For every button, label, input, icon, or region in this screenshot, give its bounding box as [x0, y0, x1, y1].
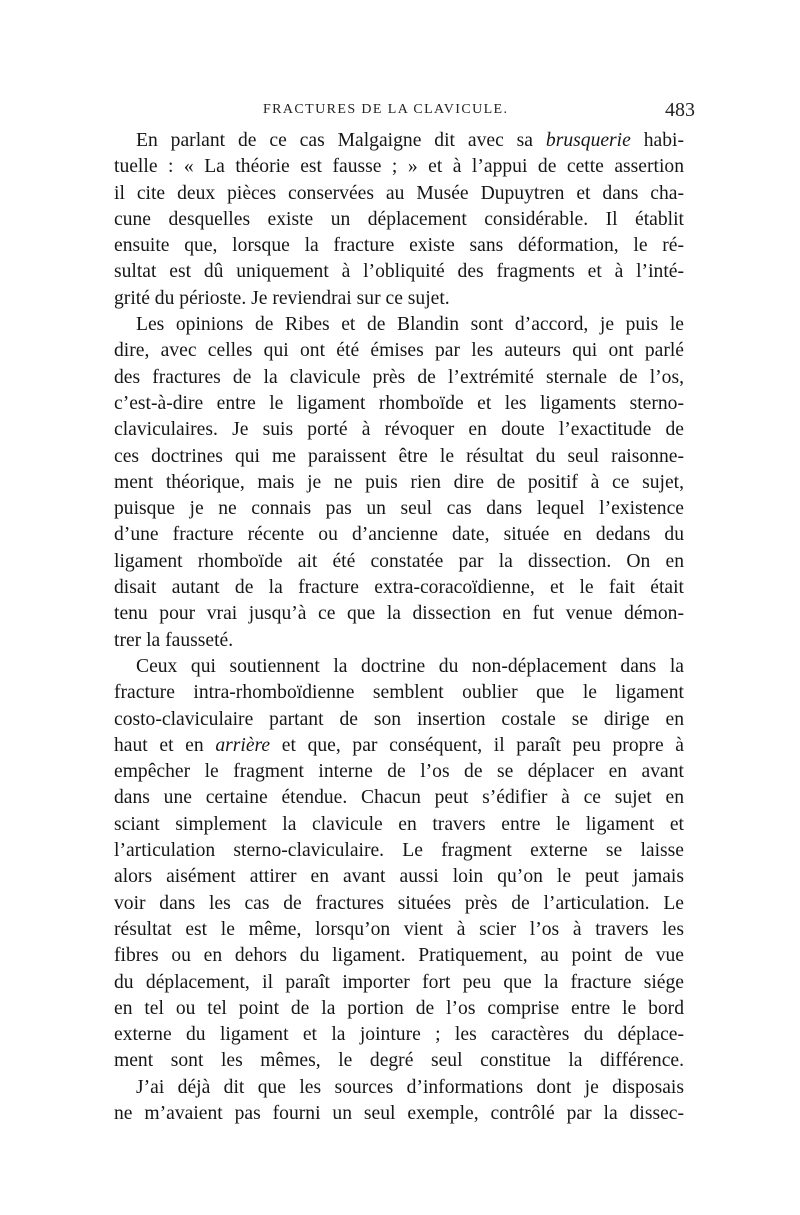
text-line: ment théorique, mais je ne puis rien dire de positif à ce sujet, — [114, 471, 684, 493]
text-line: sultat est dû uniquement à l’obliquité des fragments et à l’inté- — [114, 261, 684, 283]
text-line: tenu pour vrai jusqu’à ce que la dissection en fut venue démon- — [114, 603, 684, 625]
text-line: dire, avec celles qui ont été émises par les auteurs qui ont parlé — [114, 340, 684, 362]
text-line: résultat est le même, lorsqu’on vient à scier l’os à travers les — [114, 918, 684, 940]
text-line: ces doctrines qui me paraissent être le résultat du seul raisonne- — [114, 445, 684, 467]
text-line: c’est-à-dire entre le ligament rhomboïde et les ligaments sterno- — [114, 392, 684, 414]
text-line: Ceux qui soutiennent la doctrine du non-déplacement dans la — [136, 655, 684, 677]
body-text — [114, 128, 684, 1127]
text-line: ment sont les mêmes, le degré seul constitue la différence. — [114, 1050, 684, 1072]
text-line: en tel ou tel point de la portion de l’os comprise entre le bord — [114, 997, 684, 1019]
text-line: cune desquelles existe un déplacement considérable. Il établit — [114, 208, 684, 230]
text-line: ne m’avaient pas fourni un seul exemple, contrôlé par la dissec- — [114, 1102, 684, 1124]
text-line: dans une certaine étendue. Chacun peut s’édifier à ce sujet en — [114, 787, 684, 809]
text-line: du déplacement, il paraît importer fort peu que la fracture siége — [114, 971, 684, 993]
text-line: alors aisément attirer en avant aussi loin qu’on le peut jamais — [114, 866, 684, 888]
text-line: J’ai déjà dit que les sources d’informations dont je disposais — [136, 1076, 684, 1098]
text-line: claviculaires. Je suis porté à révoquer en doute l’exactitude de — [114, 419, 684, 441]
italic-word: arrière — [215, 734, 271, 756]
text-line: trer la fausseté. — [114, 629, 234, 651]
page-number: 483 — [665, 99, 695, 121]
text-line: haut et en arrière et que, par conséquent, il paraît peu propre à — [114, 734, 684, 756]
text-line: tuelle : « La théorie est fausse ; » et à l’appui de cette assertion — [114, 156, 684, 178]
text-line: ensuite que, lorsque la fracture existe sans déformation, le ré- — [114, 235, 684, 257]
text-line: grité du périoste. Je reviendrai sur ce sujet. — [114, 287, 450, 309]
text-line: Les opinions de Ribes et de Blandin sont d’accord, je puis le — [136, 314, 684, 336]
text-line: puisque je ne connais pas un seul cas dans lequel l’existence — [114, 498, 684, 520]
text-line: voir dans les cas de fractures situées près de l’articulation. Le — [114, 892, 684, 914]
italic-word: brusquerie — [545, 130, 631, 151]
text-line: En parlant de ce cas Malgaigne dit avec sa brusquerie habi- — [136, 130, 684, 151]
text-line: fracture intra-rhomboïdienne semblent oublier que le ligament — [114, 682, 684, 704]
running-title: FRACTURES DE LA CLAVICULE. — [263, 102, 509, 117]
text-line: ligament rhomboïde ait été constatée par la dissection. On en — [114, 550, 684, 572]
text-line: empêcher le fragment interne de l’os de se déplacer en avant — [114, 761, 684, 783]
text-line: costo-claviculaire partant de son insertion costale se dirige en — [114, 708, 684, 730]
text-line: sciant simplement la clavicule en travers entre le ligament et — [114, 813, 684, 835]
text-line: disait autant de la fracture extra-coracoïdienne, et le fait était — [114, 577, 684, 599]
text-line: il cite deux pièces conservées au Musée Dupuytren et dans cha- — [114, 182, 684, 204]
text-line: fibres ou en dehors du ligament. Pratiquement, au point de vue — [114, 945, 684, 967]
text-line: des fractures de la clavicule près de l’extrémité sternale de l’os, — [114, 366, 684, 388]
running-head — [100, 100, 695, 124]
text-line: l’articulation sterno-claviculaire. Le fragment externe se laisse — [114, 840, 684, 862]
text-line: externe du ligament et la jointure ; les caractères du déplace- — [114, 1024, 684, 1046]
text-line: d’une fracture récente ou d’ancienne date, située en dedans du — [114, 524, 684, 546]
